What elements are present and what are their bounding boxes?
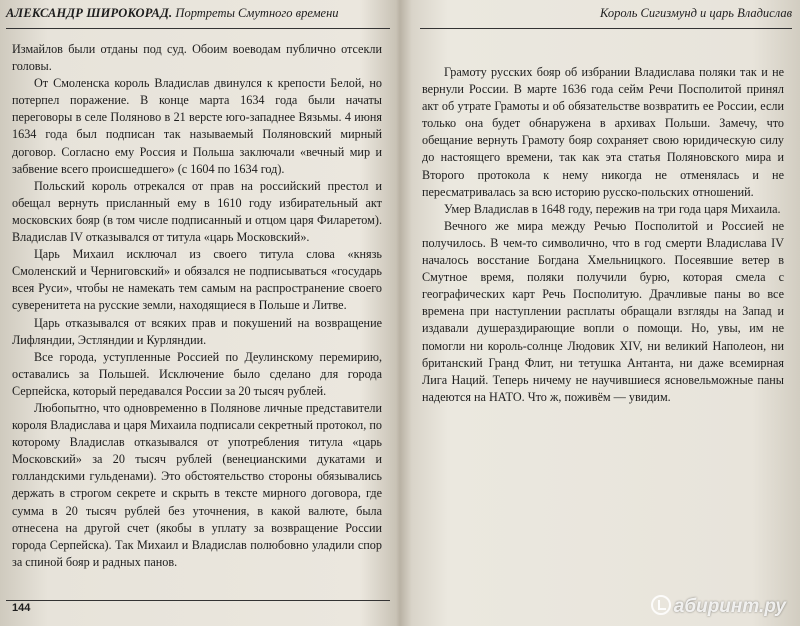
paragraph: Царь Михаил исключал из своего титула слова «князь Смоленский и Черниговский» и обязался не подписываться «государь всея Руси», чтобы не намекать тем самым на распространение своего суверенитета на русские земли, находящиеся в Польше и Литве. bbox=[12, 247, 382, 313]
header-book-title: Портреты Смутного времени bbox=[175, 6, 339, 20]
paragraph: Грамоту русских бояр об избрании Владислава поляки так и не вернули России. В марте 1636 года сейм Речи Посполитой принял акт об утрате Грамоты и об обязательстве возвратить ее России, если только она будет обнаружена в архивах Польши. Замечу, что обещание вернуть Грамоту бояр сохраняет свою юридическую силу до настоящего времени, так как эта статья Поляновского мира и Второго протокола к нему никогда не отменялась и не пересматривалась за всю историю русско-польских отношений. bbox=[422, 65, 784, 199]
left-running-header bbox=[6, 6, 390, 29]
footer-rule bbox=[6, 600, 390, 601]
paragraph: Измайлов были отданы под суд. Обоим воеводам публично отсекли головы. bbox=[12, 42, 382, 74]
watermark bbox=[651, 595, 786, 618]
left-body-text bbox=[12, 41, 382, 571]
paragraph: Умер Владислав в 1648 году, пережив на три года царя Михаила. bbox=[444, 201, 781, 216]
header-chapter-title: Король Сигизмунд и царь Владислав bbox=[600, 6, 792, 20]
right-running-header bbox=[420, 6, 792, 29]
paragraph: Царь отказывался от всяких прав и покушений на возвращение Лифляндии, Эстляндии и Курляндии. bbox=[12, 315, 382, 347]
left-page bbox=[0, 0, 398, 626]
right-body-text bbox=[422, 64, 784, 406]
paragraph: От Смоленска король Владислав двинулся к крепости Белой, но потерпел поражение. В конце марта 1634 года были начаты переговоры в селе Поляново в 21 версте юго-западнее Вязьмы. 4 июня 1634 года был подписан так называемый Поляновский мирный договор. Согласно ему Россия и Польша заключали «вечный мир и забвение всего происшедшего» (с 1604 по 1634 год). bbox=[12, 76, 382, 176]
labirint-logo-icon bbox=[651, 595, 671, 615]
paragraph: Все города, уступленные Россией по Деулинскому перемирию, оставались за Польшей. Исключение было сделано для города Серпейска, который передавался России за 20 тысяч рублей. bbox=[12, 349, 382, 398]
page-number: 144 bbox=[12, 602, 31, 614]
right-page bbox=[402, 0, 800, 626]
watermark-text: абиринт.ру bbox=[673, 596, 786, 617]
header-author: АЛЕКСАНДР ШИРОКОРАД. bbox=[6, 6, 173, 20]
paragraph: Любопытно, что одновременно в Полянове личные представители короля Владислава и царя Михаила подписали секретный протокол, по которому Владислав отказывался от употребления титула «царь Московский» за 20 тысяч рублей (венецианскими дукатами и голландскими гульденами). Это обстоятельство стороны обязывались держать в строгом секрете и скрыть в тексте мирного договора, где сумма в 20 тысяч рублей без уточнения, в какой валюте, была отнесена на другой счет (якобы в уплату за возвращение России города Серпейска). Так Михаил и Владислав полюбовно уладили спор за спиной бояр и радных панов. bbox=[12, 400, 382, 569]
paragraph: Вечного же мира между Речью Посполитой и Россией не получилось. В чем-то символично, что в год смерти Владислава IV началось восстание Богдана Хмельницкого. Посеявшие ветер в Смутное время, поляки получили бурю, которая смела с географических карт Речь Посполитую. Драчливые паны во все времена при наступлении расплаты обращали взгляды на Запад и издавали душераздирающие вопли о помощи. Но, увы, им не помогли ни король-солнце Людовик XIV, ни великий Наполеон, ни британский Гранд Флит, ни тетушка Антанта, ни даже всемирная Лига Наций. Теперь ничему не научившиеся ясновельможные паны надеются на НАТО. Что ж, поживём — увидим. bbox=[422, 218, 784, 404]
paragraph: Польский король отрекался от прав на российский престол и обещал вернуть присланный ему в 1610 году избирательный акт московских бояр (в том числе подписанный и отцом царя Филаретом). Владислав IV отказывался от титула «царь Московский». bbox=[12, 178, 382, 245]
